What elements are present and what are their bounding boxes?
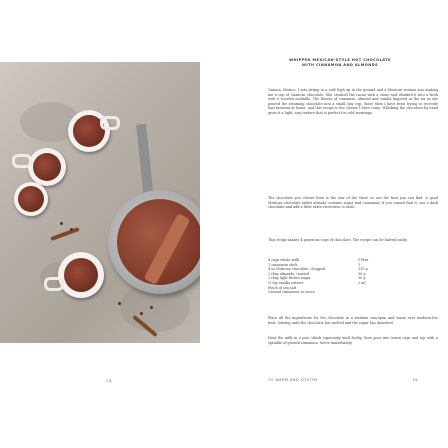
ingredient-item: 4 cups whole milk <box>268 258 300 262</box>
ingredient-metric: 2 ml <box>358 280 366 285</box>
method-step-1: Place all the ingredients for the chocolate in a medium saucepan and warm over medium-low heat, stirring until the chocolate has melted and the sugar has dissolved. <box>268 316 438 325</box>
ingredient-metric: 115 g <box>358 267 368 272</box>
second-paragraph: The chocolate you choose here is the star of the show, so use the best you can find. A good Mexican chocolate tablet already contains sugar and cinnamon; if you cannot find it, use a dark chocolate and add a little extra sweetness to taste. <box>268 196 438 210</box>
page-footer-right <box>268 378 418 382</box>
serves-line: This recipe makes 4 generous cups of chocolate. The recipe can be halved easily. <box>268 238 408 242</box>
chocolate-cup <box>58 252 104 298</box>
ingredient-metric: 30 g <box>358 276 366 281</box>
ingredient-item: 2 tbsp light brown sugar <box>268 276 311 281</box>
chocolate-cup <box>14 182 48 216</box>
page-number-left: 24 <box>106 378 113 383</box>
intro-paragraph: Oaxaca, Mexico. I was sitting in a café high up in the ground and a Mexican woman was making me a cup of Oaxacan chocolate. She crushed the cacao with a stone and whisked it into a froth with a wooden molinillo. The flavors of cinnamon, almond and vanilla lingered in the air as she poured the steaming chocolate into a small clay cup. Since then I have been trying to recreate that moment at home, and this recipe is the closest I have come. Whisking the chocolate by hand gives it a light, airy texture that is perfect for cold mornings. <box>268 88 438 115</box>
ingredient-item: 2 tbsp almonds, toasted <box>268 271 310 276</box>
ingredients-list <box>268 258 438 295</box>
right-page <box>224 0 448 448</box>
ingredient-item: Pinch of sea salt <box>268 285 297 290</box>
ingredient-item: 4 oz Mexican chocolate, chopped <box>268 267 326 272</box>
ingredient-metric <box>358 290 438 295</box>
recipe-title-line-1: WHIPPED MEXICAN-STYLE HOT CHOCOLATE <box>289 58 391 62</box>
page-number-right: 25 <box>412 378 418 382</box>
ingredient-item: 1 cinnamon stick <box>268 262 298 267</box>
ingredient-metric: 1 liter <box>358 258 369 262</box>
recipe-title-line-2: WITH CINNAMON AND ALMONDS <box>302 63 378 67</box>
ingredient-metric: 1 <box>358 262 361 267</box>
ingredient-metric: 30 g <box>358 271 366 276</box>
saucepan-handle <box>136 124 154 201</box>
ingredient-item: ½ tsp vanilla extract <box>268 280 304 285</box>
recipe-title <box>270 58 410 68</box>
ingredient-item: Ground cinnamon, to serve <box>268 290 315 295</box>
running-section-title: TO WARM AND SOOTHE <box>268 378 319 382</box>
chocolate-cup <box>28 148 66 186</box>
hot-chocolate-photo <box>0 62 200 343</box>
method-step-2: Heat the milk in a pan, whisk vigorously until frothy, then pour into warm cups and top with a sprinkle of ground cinnamon. Serve immediately. <box>268 336 438 345</box>
